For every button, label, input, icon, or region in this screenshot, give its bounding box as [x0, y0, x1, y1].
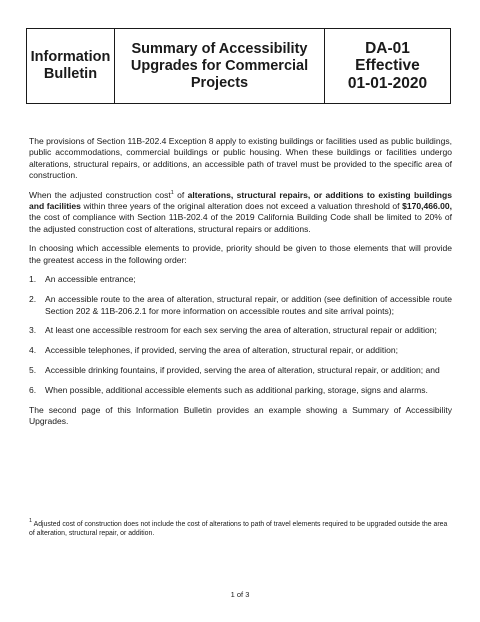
threshold-text: within three years of the original alteration does not exceed a valuation threshold of [80, 200, 403, 211]
list-item [29, 325, 452, 336]
footnote-reference: 1 [170, 189, 174, 196]
bulletin-title-cell [115, 29, 325, 103]
bulletin-id-cell [325, 29, 450, 103]
footnote-text: Adjusted cost of construction does not include the cost of alterations to path of travel elements required to be upgraded outside the area of alteration, structural repair, or addition. [29, 521, 448, 538]
threshold-bold-text: alterations, structural repairs, or additions to existing buildings and facilities [29, 189, 452, 211]
list-item [29, 365, 452, 376]
list-item-number: 5. [29, 364, 37, 375]
list-item-text: When possible, additional accessible elements such as additional parking, storage, signs and alarms. [45, 384, 428, 395]
footnote-mark: 1 [29, 518, 33, 524]
list-item-number: 2. [29, 294, 37, 305]
list-item-number: 4. [29, 345, 37, 356]
bulletin-body [29, 136, 452, 436]
valuation-threshold-amount: $170,466.00, [402, 200, 452, 211]
list-item-text: Accessible drinking fountains, if provided, serving the area of alteration, structural repair, or addition; and [45, 364, 440, 375]
priority-intro-paragraph: In choosing which accessible elements to provide, priority should be given to those elements that will provide the greatest access in the following order: [29, 243, 452, 265]
footnote [29, 520, 452, 538]
bulletin-title-line: Upgrades for Commercial [130, 57, 309, 74]
page-number: 1 of 3 [230, 590, 250, 599]
priority-list [29, 274, 452, 396]
list-item-number: 1. [29, 274, 37, 285]
threshold-text: of [173, 189, 188, 200]
list-item-text: An accessible entrance; [45, 274, 136, 285]
list-item [29, 385, 452, 396]
second-page-note: The second page of this Information Bulletin provides an example showing a Summary of Accessibility Upgrades. [29, 404, 452, 426]
bulletin-id: DA-01 [365, 39, 410, 57]
list-item [29, 274, 452, 285]
bulletin-title-line: Projects [190, 74, 249, 91]
list-item-text: At least one accessible restroom for each sex serving the area of alteration, structural repair or addition; [45, 325, 437, 336]
bulletin-type-line: Bulletin [43, 66, 98, 82]
threshold-text: the cost of compliance with Section 11B-202.4 of the 2019 California Building Code shall be limited to 20% of the adjusted construction cost of alterations, structural repairs or additions. [29, 212, 452, 234]
list-item-number: 3. [29, 325, 37, 336]
threshold-text: When the adjusted construction cost [29, 189, 171, 200]
bulletin-title-line: Summary of Accessibility [131, 40, 308, 57]
bulletin-type-cell [27, 29, 115, 103]
bulletin-header-table [26, 28, 451, 104]
list-item-text: An accessible route to the area of alteration, structural repair, or addition (see definition of accessible route Section 202 & 11B-206.2.1 for more information on accessible routes and site arrival points); [45, 294, 452, 316]
intro-paragraph: The provisions of Section 11B-202.4 Exception 8 apply to existing buildings or facilities used as public buildings, public accommodations, commercial buildings or public housing. When these buildings or facilities undergo alterations, structural repairs, or additions, an accessible path of travel must be provided to the specific area of construction. [29, 136, 452, 180]
list-item-number: 6. [29, 384, 37, 395]
bulletin-type-line: Information [30, 49, 111, 65]
threshold-paragraph [29, 190, 452, 235]
bulletin-effective-label: Effective [355, 57, 420, 75]
list-item [29, 294, 452, 317]
bulletin-effective-date: 01-01-2020 [347, 74, 428, 92]
list-item [29, 345, 452, 356]
list-item-text: Accessible telephones, if provided, serving the area of alteration, structural repair, or addition; [45, 345, 398, 356]
